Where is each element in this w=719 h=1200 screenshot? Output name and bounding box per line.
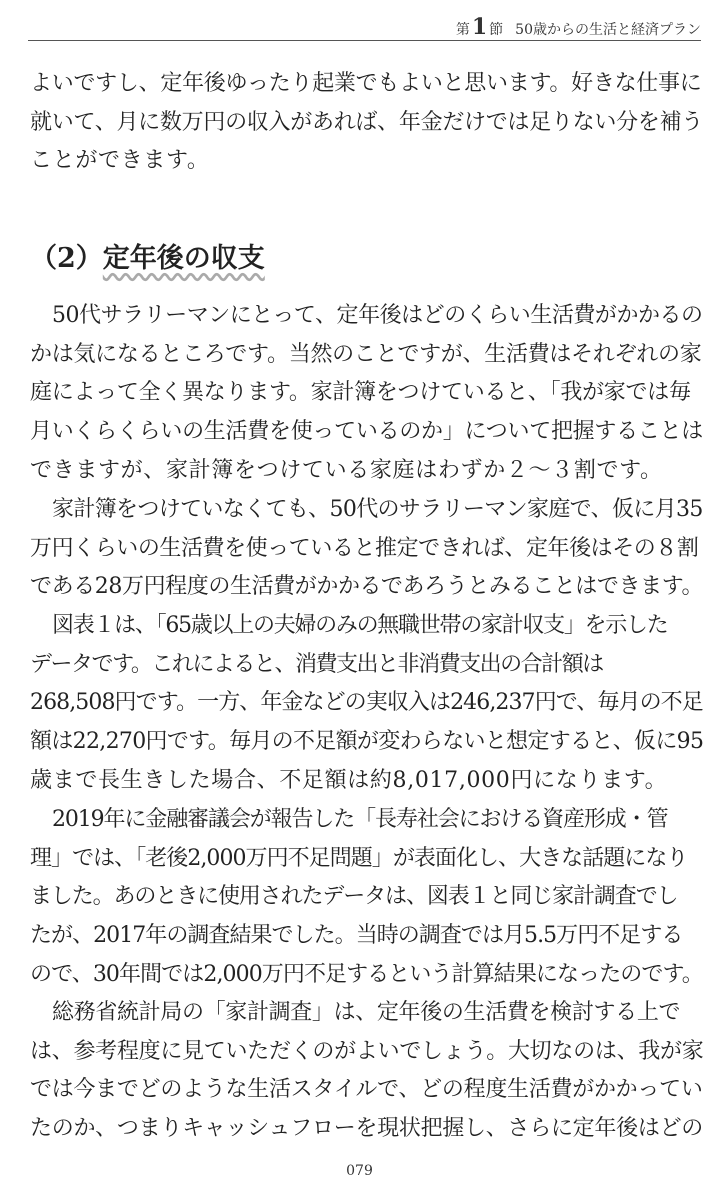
page-number: 079 [346,1163,373,1179]
text-line: 理」では、「老後2,000万円不足問題」が表面化し、大きな話題になり [30,845,688,871]
paragraph [30,994,703,1149]
text-line: 庭によって全く異なります。家計簿をつけていると、「我が家では毎 [30,380,691,406]
text-line: 図表１は、「65歳以上の夫婦のみの無職世帯の家計収支」を示した [52,613,668,638]
section-prefix: 第 [455,22,470,38]
intro-paragraph [30,65,703,181]
text-line: 就いて、月に数万円の収入があれば、年金だけでは足りない分を補う [30,109,704,135]
text-line: 月いくらくらいの生活費を使っているのか」について把握することは [30,419,704,445]
heading-number: （2） [30,243,103,274]
text-line: できますが、家計簿をつけている家庭はわずか２～３割です。 [30,457,663,483]
text-line: 額は22,270円です。毎月の不足額が変わらないと想定すると、仮に95 [30,729,704,755]
text-line: ので、30年間では2,000万円不足するという計算結果になったのです。 [30,961,703,987]
text-line: 50代サラリーマンにとって、定年後はどのくらい生活費がかかるの [52,303,703,328]
header-rule [28,40,701,41]
text-line: である28万円程度の生活費がかかるであろうとみることはできます。 [30,574,704,600]
paragraph [30,297,703,491]
heading-text: 定年後の収支 [102,243,265,274]
paragraph [30,801,703,995]
text-line: 歳まで長生きした場合、不足額は約8,017,000円になります。 [30,767,668,793]
text-line: たが、2017年の調査結果でした。当時の調査では月5.5万円不足する [30,923,683,949]
text-line: よいですし、定年後ゆったり起業でもよいと思います。好きな仕事に [30,71,702,96]
text-line: かは気になるところです。当然のことですが、生活費はそれぞれの家 [30,341,702,367]
paragraph [30,607,703,801]
text-line: データです。これによると、消費支出と非消費支出の合計額は [30,651,603,677]
text-line: 268,508円です。一方、年金などの実収入は246,237円で、毎月の不足 [30,690,703,716]
text-line: は、参考程度に見ていただくのがよいでしょう。大切なのは、我が家 [30,1038,704,1064]
text-line: では今までどのような生活スタイルで、どの程度生活費がかかってい [30,1077,703,1103]
text-line: 総務省統計局の「家計調査」は、定年後の生活費を検討する上で [52,1000,681,1025]
section-suffix: 節 [489,22,504,38]
text-line: 万円くらいの生活費を使っていると推定できれば、定年後はその８割 [30,535,699,561]
section-number: 1 [471,14,488,40]
section-heading [30,236,265,275]
text-line: ました。あのときに使用されたデータは、図表１と同じ家計調査でし [30,884,678,910]
text-line: 家計簿をつけていなくても、50代のサラリーマン家庭で、仮に月35 [52,497,703,522]
paragraph [30,491,703,607]
text-line: 2019年に金融審議会が報告した「長寿社会における資産形成・管 [52,807,668,832]
text-line: ことができます。 [30,148,210,174]
running-header [456,14,701,40]
text-line: たのか、つまりキャッシュフローを現状把握し、さらに定年後はどの [30,1116,704,1142]
chapter-title: 50歳からの生活と経済プラン [515,22,701,38]
